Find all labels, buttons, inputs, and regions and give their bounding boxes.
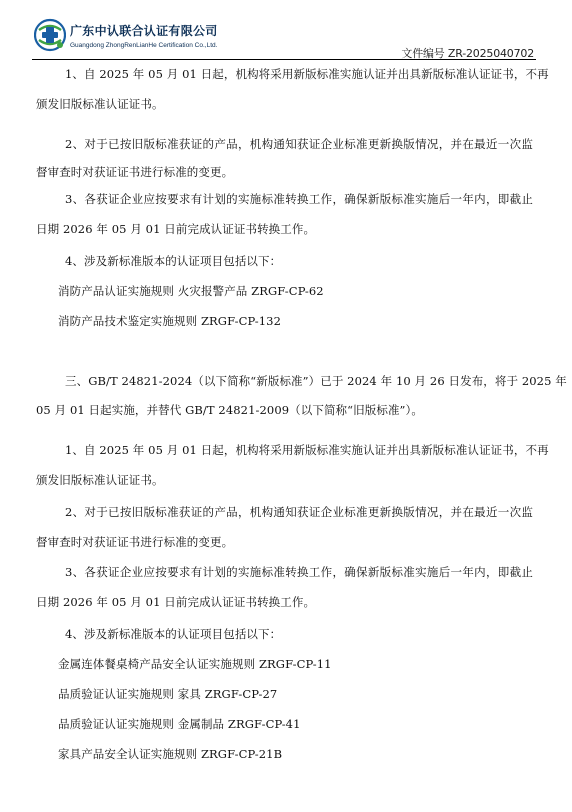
s3-project-3: 品质验证认证实施规则 金属制品 ZRGF-CP-41: [58, 717, 301, 731]
s1-project-1: 消防产品认证实施规则 火灾报警产品 ZRGF-CP-62: [58, 284, 324, 298]
s3-item3-line2: 日期 2026 年 05 月 01 日前完成认证证书转换工作。: [36, 595, 316, 609]
s3-item2-line1: 2、对于已按旧版标准获证的产品，机构通知获证企业标准更新换版情况，并在最近一次监: [65, 505, 533, 519]
s3-project-2: 品质验证认证实施规则 家具 ZRGF-CP-27: [58, 687, 278, 701]
s3-item4: 4、涉及新标准版本的认证项目包括以下：: [65, 627, 282, 641]
s3-item1-line2: 颁发旧版标准认证证书。: [36, 473, 164, 487]
company-name-en: Guangdong ZhongRenLianHe Certification Co.,Ltd.: [70, 42, 218, 49]
s1-item1-line1: 1、自 2025 年 05 月 01 日起，机构将采用新版标准实施认证并出具新版标准认证证书，不再: [65, 67, 549, 81]
s1-item3-line1: 3、各获证企业应按要求有计划的实施标准转换工作，确保新版标准实施后一年内，即截止: [65, 192, 533, 206]
s3-intro-line1: 三、GB/T 24821-2024（以下简称“新版标准”）已于 2024 年 10 月 26 日发布，将于 2025 年: [65, 374, 567, 388]
s3-project-1: 金属连体餐桌椅产品安全认证实施规则 ZRGF-CP-11: [58, 657, 332, 671]
s3-item1-line1: 1、自 2025 年 05 月 01 日起，机构将采用新版标准实施认证并出具新版标准认证证书，不再: [65, 443, 549, 457]
s1-item2-line2: 督审查时对获证证书进行标准的变更。: [36, 165, 234, 179]
s3-item3-line1: 3、各获证企业应按要求有计划的实施标准转换工作，确保新版标准实施后一年内，即截止: [65, 565, 533, 579]
header-divider: [32, 59, 536, 60]
s3-item2-line2: 督审查时对获证证书进行标准的变更。: [36, 535, 234, 549]
s1-item4: 4、涉及新标准版本的认证项目包括以下：: [65, 254, 282, 268]
document-number: 文件编号 ZR-2025040702: [401, 47, 534, 60]
s1-item3-line2: 日期 2026 年 05 月 01 日前完成认证证书转换工作。: [36, 222, 316, 236]
document-header: [0, 0, 572, 62]
company-name-cn: 广东中认联合认证有限公司: [70, 24, 218, 38]
company-logo-icon: [34, 18, 66, 52]
s1-item2-line1: 2、对于已按旧版标准获证的产品，机构通知获证企业标准更新换版情况，并在最近一次监: [65, 137, 533, 151]
s3-intro-line2: 05 月 01 日起实施，并替代 GB/T 24821-2009（以下简称“旧版标准”）。: [36, 403, 423, 417]
s1-project-2: 消防产品技术鉴定实施规则 ZRGF-CP-132: [58, 314, 281, 328]
s3-project-4: 家具产品安全认证实施规则 ZRGF-CP-21B: [58, 747, 283, 761]
s1-item1-line2: 颁发旧版标准认证证书。: [36, 97, 164, 111]
